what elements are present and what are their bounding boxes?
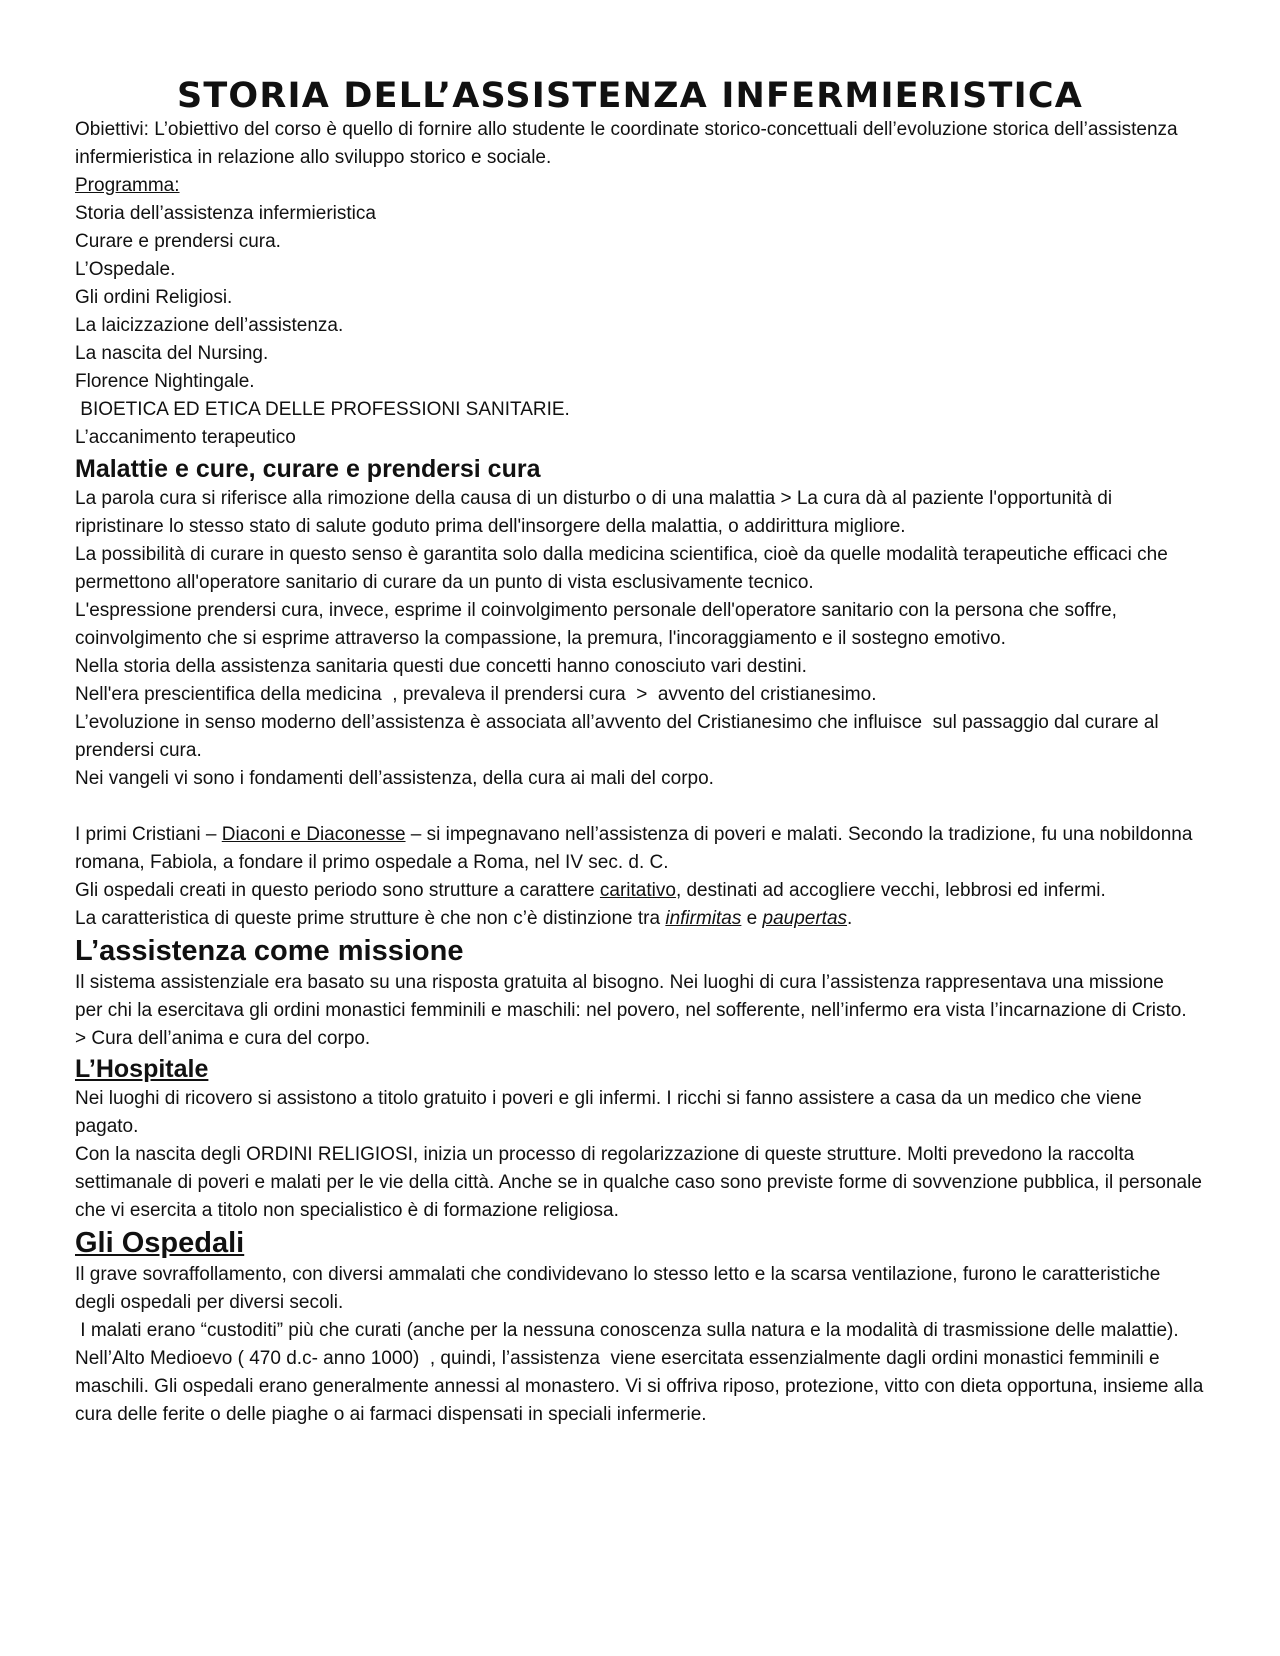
objectives-paragraph: Obiettivi: L’obiettivo del corso è quello di fornire allo studente le coordinate storico-concettuali dell’evoluzione storica dell’assistenza infermieristica in relazione allo sviluppo storico e sociale. bbox=[75, 119, 1178, 168]
blank-line bbox=[75, 793, 1205, 821]
paragraph-characteristic bbox=[75, 905, 1205, 933]
paragraph: La possibilità di curare in questo senso è garantita solo dalla medicina scientifica, cioè da quelle modalità terapeutiche efficaci che permettono all'operatore sanitario di curare da un punto di vista esclusivamente tecnico. bbox=[75, 544, 1168, 593]
document-page bbox=[75, 70, 1209, 1429]
section-heading-cure: Malattie e cure, curare e prendersi cura bbox=[75, 455, 541, 483]
paragraph: Con la nascita degli ORDINI RELIGIOSI, inizia un processo di regolarizzazione di queste strutture. Molti prevedono la raccolta settimanale di poveri e malati per le vie della città. Anche se in qualche caso sono previste forme di sovvenzione pubblica, il personale che vi esercita a titolo non specialistico è di formazione religiosa. bbox=[75, 1144, 1202, 1221]
paragraph-christians bbox=[75, 821, 1205, 877]
text-span: Gli ospedali creati in questo periodo sono strutture a carattere bbox=[75, 880, 600, 901]
paragraph: I malati erano “custoditi” più che curati (anche per la nessuna conoscenza sulla natura e la modalità di trasmissione delle malattie). Nell’Alto Medioevo ( 470 d.c- anno 1000) , quindi, l’assistenza viene esercitata essenzialmente dagli ordini monastici femminili e maschili. Gli ospedali erano generalmente annessi al monastero. Vi si offriva riposo, protezione, vitto con dieta opportuna, insieme alla cura delle ferite o delle piaghe o ai farmaci dispensati in speciali infermerie. bbox=[75, 1320, 1209, 1425]
program-item: La nascita del Nursing. bbox=[75, 343, 269, 364]
italic-term: infirmitas bbox=[665, 908, 742, 929]
program-item: Storia dell’assistenza infermieristica bbox=[75, 203, 376, 224]
paragraph: Il sistema assistenziale era basato su una risposta gratuita al bisogno. Nei luoghi di cura l’assistenza rappresentava una missione per chi la esercitava gli ordini monastici femminili e maschili: nel povero, nel sofferente, nell’infermo era vista l’incarnazione di Cristo. bbox=[75, 972, 1187, 1021]
program-item: Gli ordini Religiosi. bbox=[75, 287, 233, 308]
italic-term: paupertas bbox=[762, 908, 848, 929]
paragraph: Il grave sovraffollamento, con diversi ammalati che condividevano lo stesso letto e la scarsa ventilazione, furono le caratteristiche degli ospedali per diversi secoli. bbox=[75, 1264, 1161, 1313]
text-span: , destinati ad accogliere vecchi, lebbrosi ed infermi. bbox=[675, 880, 1106, 901]
paragraph: > Cura dell’anima e cura del corpo. bbox=[75, 1028, 371, 1049]
paragraph: Nell'era prescientifica della medicina , prevaleva il prendersi cura > avvento del cristianesimo. bbox=[75, 684, 877, 705]
text-span: – si impegnavano nell’assistenza di poveri e malati. Secondo la tradizione, fu una nobildonna romana, Fabiola, a fondare il primo ospedale a Roma, nel IV sec. d. C. bbox=[75, 824, 1193, 873]
text-span: . bbox=[847, 908, 853, 929]
program-item: L’accanimento terapeutico bbox=[75, 427, 296, 448]
text-span: I primi Cristiani – bbox=[75, 824, 222, 845]
underlined-term: caritativo bbox=[599, 880, 676, 901]
program-item: L’Ospedale. bbox=[75, 259, 176, 280]
section-heading-mission: L’assistenza come missione bbox=[75, 935, 464, 967]
paragraph: La parola cura si riferisce alla rimozione della causa di un disturbo o di una malattia > La cura dà al paziente l'opportunità di ripristinare lo stesso stato di salute goduto prima dell'insorgere della malattia, o addirittura migliore. bbox=[75, 488, 1113, 537]
program-item: Curare e prendersi cura. bbox=[75, 231, 281, 252]
paragraph: L’evoluzione in senso moderno dell’assistenza è associata all’avvento del Cristianesimo che influisce sul passaggio dal curare al prendersi cura. bbox=[75, 712, 1164, 761]
underlined-term: Diaconi e Diaconesse bbox=[221, 824, 406, 845]
text-span: e bbox=[741, 908, 763, 929]
paragraph: Nei vangeli vi sono i fondamenti dell’assistenza, della cura ai mali del corpo. bbox=[75, 768, 714, 789]
paragraph: Nella storia della assistenza sanitaria questi due concetti hanno conosciuto vari destini. bbox=[75, 656, 807, 677]
paragraph-hospitals bbox=[75, 877, 1205, 905]
program-item: La laicizzazione dell’assistenza. bbox=[75, 315, 344, 336]
program-item: Florence Nightingale. bbox=[75, 371, 255, 392]
section-heading-ospedali: Gli Ospedali bbox=[75, 1227, 245, 1259]
text-span: La caratteristica di queste prime strutture è che non c’è distinzione tra bbox=[75, 908, 666, 929]
program-item: BIOETICA ED ETICA DELLE PROFESSIONI SANITARIE. bbox=[75, 399, 570, 420]
paragraph: L'espressione prendersi cura, invece, esprime il coinvolgimento personale dell'operatore sanitario con la persona che soffre, coinvolgimento che si esprime attraverso la compassione, la premura, l'incoraggiamento e il sostegno emotivo. bbox=[75, 600, 1117, 649]
paragraph: Nei luoghi di ricovero si assistono a titolo gratuito i poveri e gli infermi. I ricchi si fanno assistere a casa da un medico che viene pagato. bbox=[75, 1088, 1142, 1137]
section-heading-hospitale: L’Hospitale bbox=[75, 1055, 209, 1083]
program-label: Programma: bbox=[75, 175, 180, 196]
document-title: STORIA DELL’ASSISTENZA INFERMIERISTICA bbox=[176, 76, 1084, 116]
